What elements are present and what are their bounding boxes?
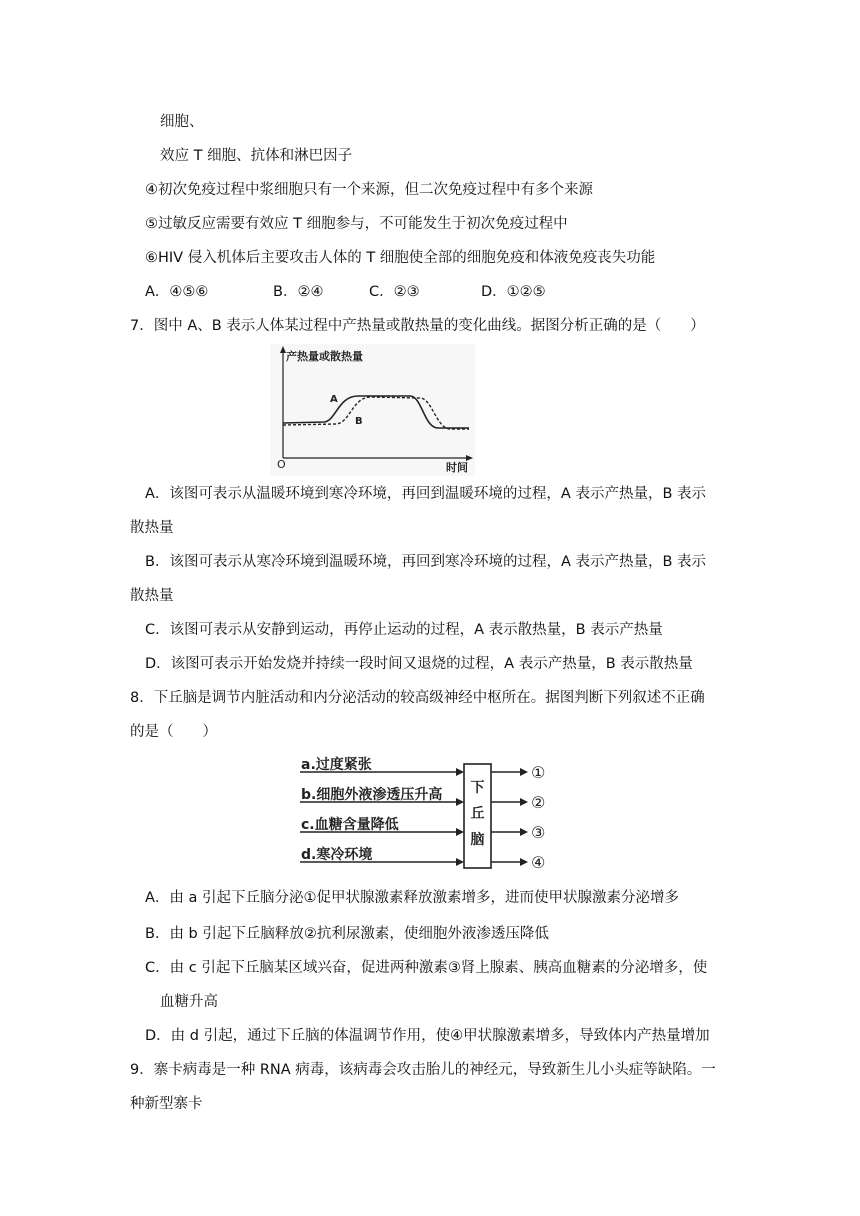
q8-option-b: B．由 b 引起下丘脑释放②抗利尿激素，使细胞外液渗透压降低 [145, 926, 549, 942]
q7-option-d: D．该图可表示开始发烧并持续一段时间又退烧的过程，A 表示产热量，B 表示散热量 [145, 656, 693, 672]
label-b: B [355, 416, 363, 427]
statement-4: ④初次免疫过程中浆细胞只有一个来源，但二次免疫过程中有多个来源 [145, 182, 593, 198]
box-char-3: 脑 [470, 832, 485, 848]
input-a-label: a.过度紧张 [301, 757, 372, 773]
q7-option-a: A．该图可表示从温暖环境到寒冷环境，再回到温暖环境的过程，A 表示产热量，B 表示 [145, 486, 707, 502]
text-line: 效应 T 细胞、抗体和淋巴因子 [160, 148, 353, 164]
q8-option-d: D．由 d 引起，通过下丘脑的体温调节作用，使④甲状腺激素增多，导致体内产热量增加 [145, 1028, 710, 1044]
origin-label: O [277, 458, 286, 471]
output-2: ② [531, 793, 546, 812]
q8-option-c: C．由 c 引起下丘脑某区域兴奋，促进两种激素③肾上腺素、胰高血糖素的分泌增多，使 [145, 960, 708, 976]
input-c-label: c.血糖含量降低 [301, 817, 399, 833]
option-c: C．②③ [369, 284, 420, 300]
statement-5: ⑤过敏反应需要有效应 T 细胞参与，不可能发生于初次免疫过程中 [145, 216, 568, 232]
q7-option-c: C．该图可表示从安静到运动，再停止运动的过程，A 表示散热量，B 表示产热量 [145, 622, 663, 638]
x-axis-label: 时间 [446, 461, 468, 474]
q8-option-c-cont: 血糖升高 [160, 994, 218, 1010]
text-line: 细胞、 [160, 114, 204, 130]
q8-stem: 8．下丘脑是调节内脏活动和内分泌活动的较高级神经中枢所在。据图判断下列叙述不正确 [130, 690, 705, 706]
q9-stem: 9．寨卡病毒是一种 RNA 病毒，该病毒会攻击胎儿的神经元，导致新生儿小头症等缺陷。一 [130, 1062, 716, 1078]
output-3: ③ [531, 823, 546, 842]
box-char-2: 丘 [470, 806, 485, 822]
output-1: ① [531, 763, 546, 782]
q7-option-a-cont: 散热量 [130, 520, 174, 536]
heat-curve-figure [270, 344, 475, 476]
option-d: D．①②⑤ [481, 284, 546, 300]
y-axis-label: 产热量或散热量 [286, 350, 363, 363]
output-4: ④ [531, 853, 546, 872]
option-b: B．②④ [273, 284, 324, 300]
box-char-1: 下 [470, 780, 485, 796]
q7-option-b: B．该图可表示从寒冷环境到温暖环境，再回到寒冷环境的过程，A 表示产热量，B 表示 [145, 554, 707, 570]
q8-figure [296, 752, 556, 874]
q6-options [145, 282, 546, 302]
input-d-label: d.寒冷环境 [301, 847, 373, 863]
q9-stem-cont: 种新型寨卡 [130, 1096, 203, 1112]
option-a: A．④⑤⑥ [145, 284, 209, 300]
q7-option-b-cont: 散热量 [130, 588, 174, 604]
label-a: A [330, 394, 338, 405]
q7-figure [270, 344, 475, 476]
q8-stem-cont: 的是（ ） [130, 724, 217, 740]
q7-stem: 7．图中 A、B 表示人体某过程中产热量或散热量的变化曲线。据图分析正确的是（ ） [130, 318, 705, 334]
q8-option-a: A．由 a 引起下丘脑分泌①促甲状腺激素释放激素增多，进而使甲状腺激素分泌增多 [145, 890, 680, 906]
hypothalamus-diagram [296, 752, 556, 874]
input-b-label: b.细胞外液渗透压升高 [301, 787, 443, 803]
statement-6: ⑥HIV 侵入机体后主要攻击人体的 T 细胞使全部的细胞免疫和体液免疫丧失功能 [145, 250, 656, 266]
